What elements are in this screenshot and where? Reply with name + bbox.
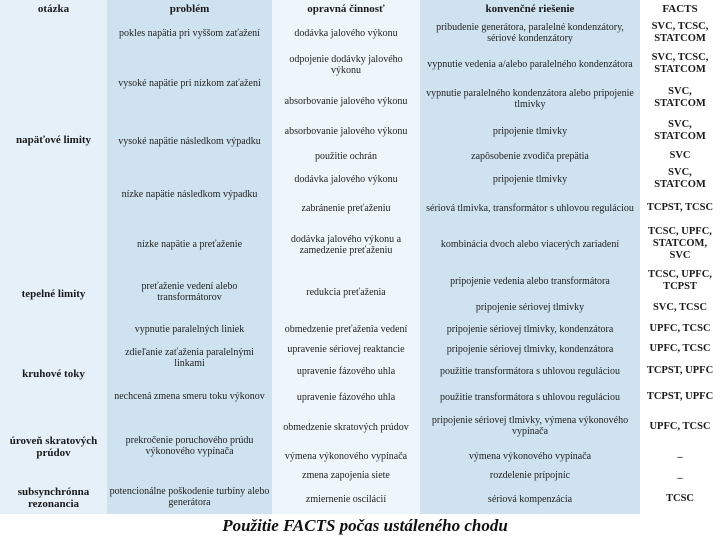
facts-cell: SVC, TCSC [652,302,708,313]
problem-cell: nechcená zmena smeru toku výkonov [114,390,265,402]
group-short-circuit: úroveň skratových prúdov [9,435,98,459]
action-cell: zmiernenie oscilácií [305,493,387,505]
problem-cell: prekročenie poruchového prúdu výkonového vypínača [125,435,254,457]
problem-cell: nízke napätie následkom výpadku [121,188,258,200]
problem-cell: vysoké napätie následkom výpadku [118,135,261,147]
conventional-cell: zapôsobenie zvodiča prepätia [471,150,589,162]
conventional-cell: pribudenie generátora, paralelné kondenzátory, sériové kondenzátory [436,22,624,44]
slide-caption: Použitie FACTS počas ustáleného chodu [222,516,508,535]
conventional-cell: výmena výkonového vypínača [468,450,592,462]
header-problem: problém [169,2,210,15]
problem-cell: zdieľanie zaťaženia paralelnými linkami [125,347,254,369]
facts-cell: UPFC, TCSC [649,343,711,354]
action-cell: upravenie sériovej reaktancie [287,343,405,355]
conventional-cell: pripojenie vedenia alebo transformátora [450,275,610,287]
problem-cell: preťaženie vedení alebo transformátorov [141,281,238,303]
facts-cell: TCSC, UPFC, STATCOM, SVC [648,226,712,261]
group-thermal-limits: tepelné limity [21,288,86,300]
problem-cell: nízke napätie a preťaženie [136,238,243,250]
facts-cell: TCPST, UPFC [646,365,714,376]
conventional-cell: pripojenie sériovej tlmivky [475,301,585,313]
group-loop-flows: kruhové toky [22,368,85,380]
conventional-cell: pripojenie tlmivky [492,173,568,185]
action-cell: výmena výkonového vypínača [284,450,408,462]
conventional-cell: použitie transformátora s uhlovou reguláciou [440,391,620,403]
facts-cell: TCSC, UPFC, TCPST [648,269,712,292]
action-cell: obmedzenie skratových prúdov [283,421,409,433]
problem-cell: pokles napätia pri vyššom zaťažení [119,27,260,39]
header-conventional: konvenčné riešenie [485,2,575,15]
facts-cell: SVC, STATCOM [654,86,706,109]
header-question: otázka [37,2,70,15]
problem-cell: vysoké napätie pri nízkom zaťažení [118,77,261,89]
conventional-cell: použitie transformátora s uhlovou reguláciou [440,365,620,377]
conventional-cell: kombinácia dvoch alebo viacerých zariadení [440,238,620,250]
group-subsynchronous: subsynchrónna rezonancia [17,486,90,510]
action-cell: upravenie fázového uhla [296,391,396,403]
conventional-cell: sériová tlmivka, transformátor s uhlovou reguláciou [426,202,634,214]
action-cell: upravenie fázového uhla [296,365,396,377]
problem-cell: potencionálne poškodenie turbíny alebo generátora [109,486,270,508]
action-cell: odpojenie dodávky jalového výkonu [289,54,403,76]
action-cell: zmena zapojenia siete [302,469,390,481]
facts-cell: TCSC [665,493,694,504]
conventional-cell: sériová kompenzácia [487,493,573,505]
action-cell: dodávka jalového výkonu [294,27,398,39]
action-cell: obmedzenie preťaženia vedení [284,323,408,335]
action-cell: dodávka jalového výkonu [294,173,398,185]
facts-cell: – [677,473,683,484]
facts-cell: TCPST, UPFC [646,391,714,402]
problem-cell: vypnutie paralelných liniek [134,323,245,335]
action-cell: absorbovanie jalového výkonu [284,95,408,107]
conventional-cell: pripojenie sériovej tlmivky, kondenzátora [446,343,614,355]
facts-cell: SVC, STATCOM [654,119,706,142]
header-facts: FACTS [662,2,698,15]
facts-cell: SVC, TCSC, STATCOM [651,21,709,44]
action-cell: absorbovanie jalového výkonu [284,125,408,137]
facts-cell: TCPST, TCSC [646,202,714,213]
conventional-cell: pripojenie sériovej tlmivky, výmena výkonového vypínača [431,415,629,437]
facts-cell: UPFC, TCSC [649,421,711,432]
group-voltage-limits: napäťové limity [15,134,92,146]
action-cell: použitie ochrán [315,150,377,162]
facts-cell: SVC, TCSC, STATCOM [651,52,709,75]
conventional-cell: vypnutie vedenia a/alebo paralelného kondenzátora [427,58,633,70]
conventional-cell: rozdelenie prípojníc [489,469,571,481]
facts-cell: SVC, STATCOM [654,167,706,190]
facts-cell: – [677,452,683,463]
action-cell: redukcia preťaženia [306,286,386,298]
facts-cell: SVC [669,150,691,161]
facts-cell: UPFC, TCSC [649,323,711,334]
action-cell: zabránenie preťaženiu [301,202,391,214]
conventional-cell: pripojenie sériovej tlmivky, kondenzátora [446,323,614,335]
conventional-cell: pripojenie tlmivky [492,125,568,137]
action-cell: dodávka jalového výkonu a zamedzenie preťaženiu [290,234,402,256]
header-action: opravná činnosť [307,2,385,15]
conventional-cell: vypnutie paralelného kondenzátora alebo pripojenie tlmivky [426,88,634,110]
